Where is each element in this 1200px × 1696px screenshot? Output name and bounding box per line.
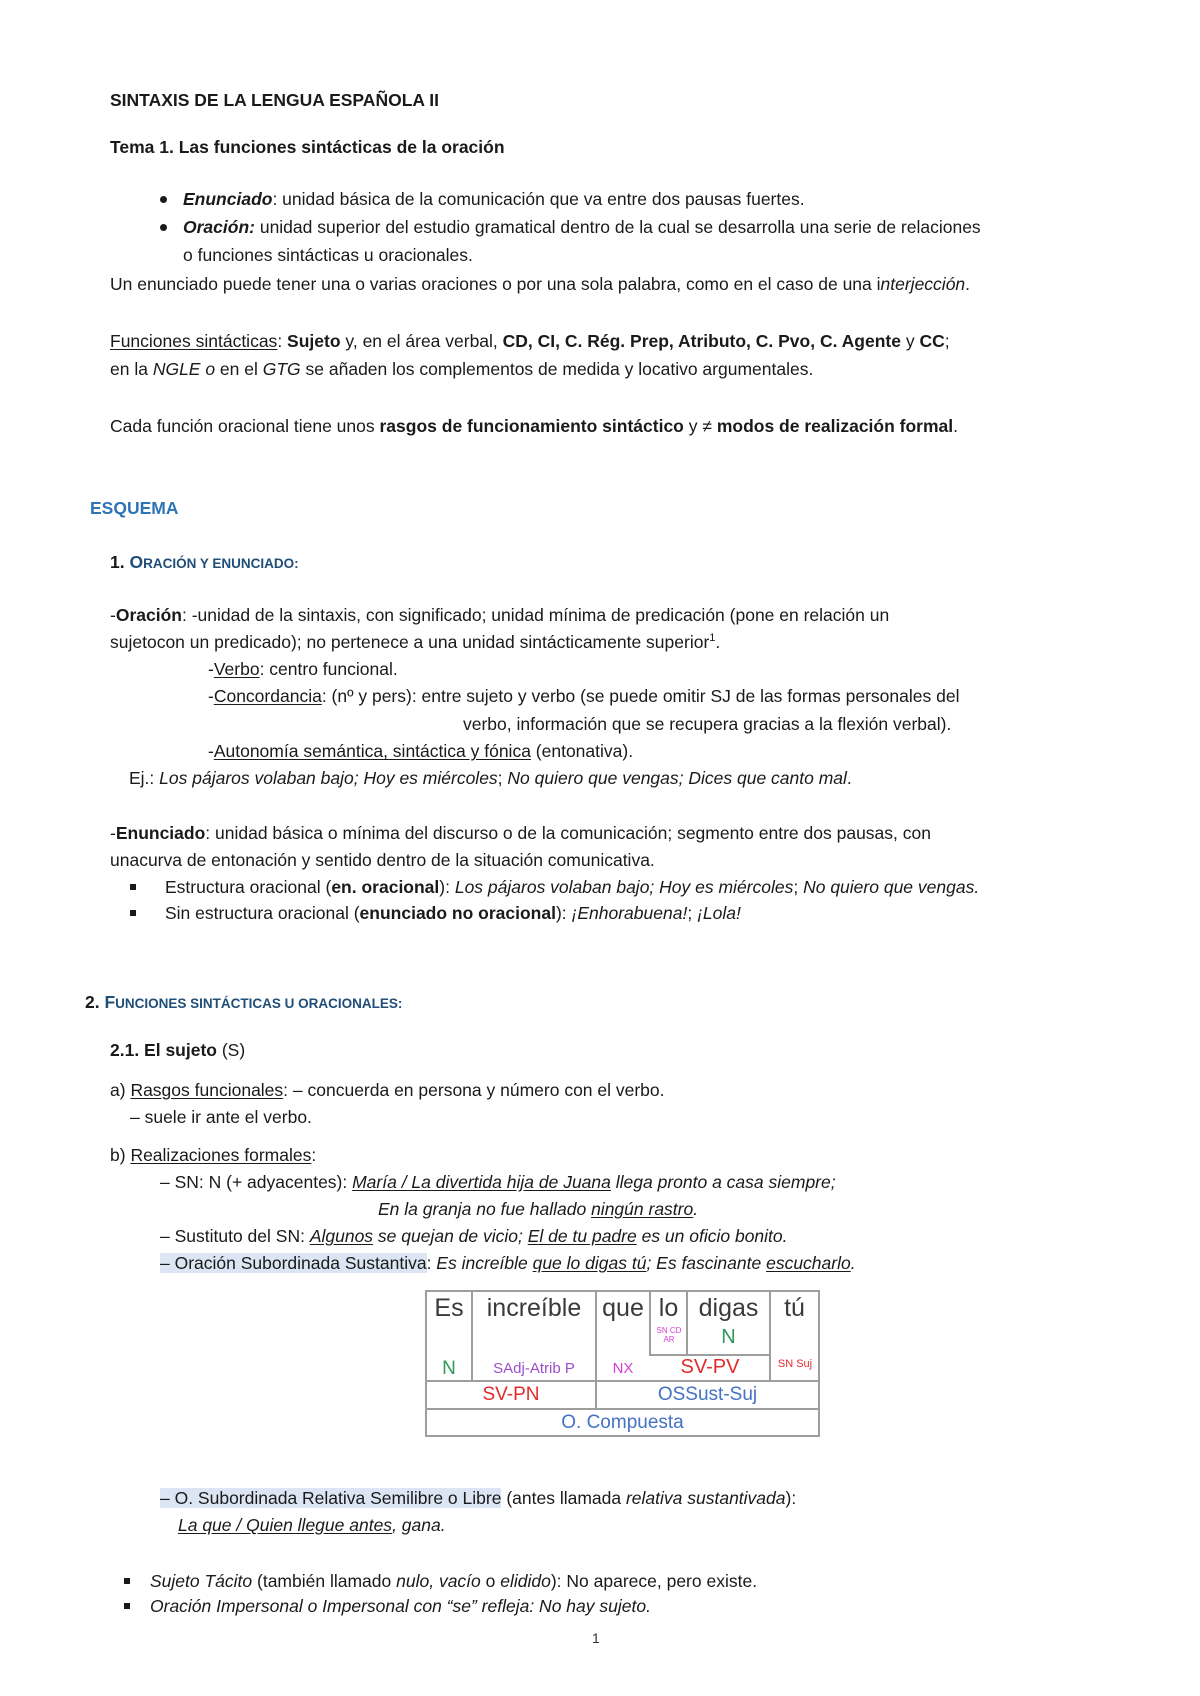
label-digas-n: N (721, 1326, 736, 1348)
relativa-example: La que / Quien llegue antes, gana. (178, 1515, 446, 1535)
enunciado-line-2: unacurva de entonación y sentido dentro de la situación comunicativa. (110, 850, 655, 870)
sn-line-2: En la granja no fue hallado ningún rastro. (378, 1199, 699, 1219)
square-bullet-icon (130, 884, 136, 890)
enunciado-definition: Enunciado: unidad básica de la comunicación que va entre dos pausas fuertes. (183, 189, 805, 209)
funciones-line-2: en la NGLE o en el GTG se añaden los complementos de medida y locativo argumentales. (110, 359, 814, 379)
word-lo: lo (658, 1294, 679, 1322)
impersonal-item: Oración Impersonal o Impersonal con “se” refleja: No hay sujeto. (150, 1596, 651, 1616)
sustituto-line: – Sustituto del SN: Algunos se quejan de vicio; El de tu padre es un oficio bonito. (160, 1226, 788, 1246)
label-sn-cd-ar: SN CD AR (656, 1326, 682, 1344)
enunciado-line-1: -Enunciado: unidad básica o mínima del discurso o de la comunicación; segmento entre dos pausas, con (110, 823, 931, 843)
esquema-heading: ESQUEMA (90, 498, 179, 518)
square-bullet-icon (124, 1603, 130, 1609)
sujeto-tacito-item: Sujeto Tácito (también llamado nulo, vacío o elidido): No aparece, pero existe. (150, 1571, 758, 1591)
rasgos-funcionales-line-2: – suele ir ante el verbo. (130, 1107, 312, 1127)
oracion-definition: Oración: unidad superior del estudio gramatical dentro de la cual se desarrolla una serie de relaciones (183, 217, 981, 237)
bullet-icon (160, 224, 167, 231)
enunciado-note: Un enunciado puede tener una o varias oraciones o por una sola palabra, como en el caso de una interjección. (110, 274, 971, 294)
label-es-n: N (442, 1358, 456, 1379)
verbo-line: -Verbo: centro funcional. (208, 659, 398, 679)
page-number: 1 (592, 1630, 600, 1646)
label-sv-pv: SV-PV (680, 1356, 740, 1378)
section-1-heading: 1. ORACIÓN Y ENUNCIADO: (110, 552, 299, 572)
square-bullet-icon (124, 1578, 130, 1584)
label-o-compuesta: O. Compuesta (561, 1412, 684, 1433)
word-digas: digas (698, 1294, 759, 1322)
cada-funcion-line: Cada función oracional tiene unos rasgos de funcionamiento sintáctico y ≠ modos de realización formal. (110, 416, 959, 436)
sin-estructura-item: Sin estructura oracional (enunciado no oracional): ¡Enhorabuena!; ¡Lola! (165, 903, 741, 923)
word-que: que (602, 1294, 644, 1322)
funciones-line: Funciones sintácticas: Sujeto y, en el área verbal, CD, CI, C. Rég. Prep, Atributo, C. Pvo, C. Agente y CC; (110, 331, 950, 351)
word-tu: tú (784, 1294, 805, 1322)
syntactic-analysis-diagram (425, 1290, 820, 1437)
label-ossust-suj: OSSust-Suj (657, 1384, 758, 1405)
bullet-icon (160, 196, 167, 203)
estructura-oracional-item: Estructura oracional (en. oracional): Los pájaros volaban bajo; Hoy es miércoles; No quiero que vengas. (165, 877, 980, 897)
realizaciones-formales-line: b) Realizaciones formales: (110, 1145, 317, 1165)
word-increible: increíble (486, 1294, 582, 1322)
oracion-sustantiva-line: – Oración Subordinada Sustantiva: Es increíble que lo digas tú; Es fascinante escucharlo. (160, 1253, 856, 1273)
oracion-line-2: sujetocon un predicado); no pertenece a una unidad sintácticamente superior$^1$. (110, 632, 721, 652)
sn-line: – SN: N (+ adyacentes): María / La divertida hija de Juana llega pronto a casa siempre; (160, 1172, 836, 1192)
tema-heading: Tema 1. Las funciones sintácticas de la oración (110, 137, 505, 157)
concordancia-line-2: verbo, información que se recupera gracias a la flexión verbal). (463, 714, 952, 734)
label-sv-pn: SV-PN (482, 1384, 540, 1405)
footnote-ref[interactable]: 1 (709, 632, 716, 645)
square-bullet-icon (130, 910, 136, 916)
rasgos-funcionales-line: a) Rasgos funcionales: – concuerda en persona y número con el verbo. (110, 1080, 665, 1100)
document-title: SINTAXIS DE LA LENGUA ESPAÑOLA II (110, 90, 439, 110)
section-2-heading: 2. FUNCIONES SINTÁCTICAS U ORACIONALES: (85, 992, 403, 1012)
oracion-line-1: -Oración: -unidad de la sintaxis, con significado; unidad mínima de predicación (pone en relación un (110, 605, 890, 625)
relativa-line: – O. Subordinada Relativa Semilibre o Libre (antes llamada relativa sustantivada): (160, 1488, 797, 1508)
label-sn-suj: SN Suj (777, 1358, 813, 1370)
word-es: Es (434, 1294, 464, 1322)
sujeto-heading: 2.1. El sujeto (S) (110, 1040, 246, 1060)
ejemplo-line: Ej.: Los pájaros volaban bajo; Hoy es miércoles; No quiero que vengas; Dices que canto mal. (129, 768, 852, 788)
concordancia-line: -Concordancia: (nº y pers): entre sujeto y verbo (se puede omitir SJ de las formas personales del (208, 686, 960, 706)
label-sadj-atrib: SAdj-Atrib P (493, 1360, 575, 1377)
oracion-definition-cont: o funciones sintácticas u oracionales. (183, 245, 473, 265)
label-nx: NX (612, 1360, 634, 1377)
autonomia-line: -Autonomía semántica, sintáctica y fónica (entonativa). (208, 741, 634, 761)
